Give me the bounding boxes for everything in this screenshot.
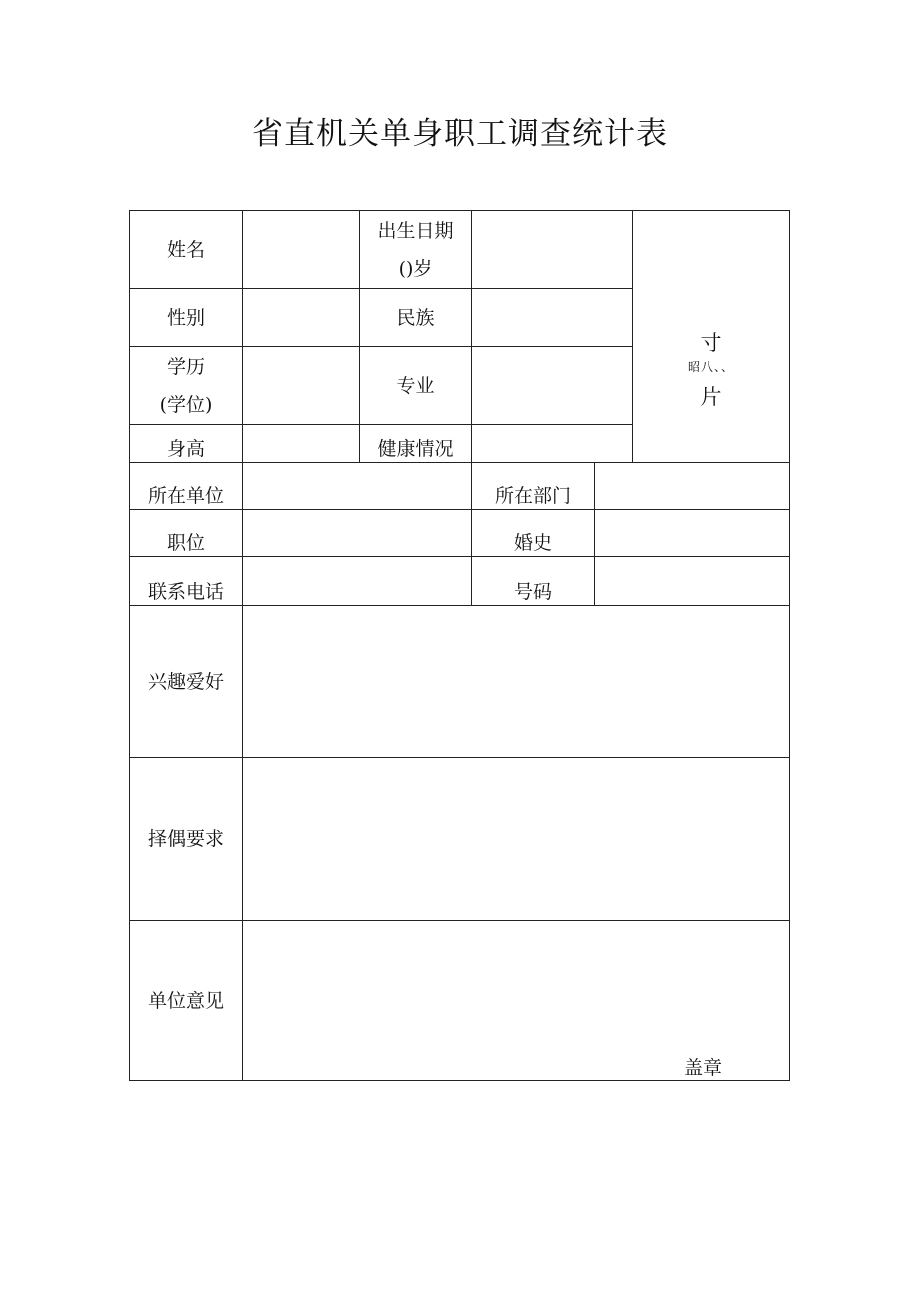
- education-label: [130, 347, 242, 424]
- ethnicity-field[interactable]: [472, 289, 632, 346]
- partner-requirements-field[interactable]: [243, 758, 789, 920]
- hobbies-label: 兴趣爱好: [147, 670, 224, 693]
- hobbies-field[interactable]: [243, 606, 789, 757]
- employer-label: 所在单位: [147, 485, 224, 507]
- photo-label-bottom: 片: [700, 385, 722, 409]
- height-label: 身高: [166, 438, 205, 460]
- page-title: 省直机关单身职工调查统计表: [252, 116, 668, 152]
- unit-opinion-label: 单位意见: [147, 989, 224, 1012]
- number-label: 号码: [513, 581, 552, 603]
- ethnicity-label: 民族: [396, 306, 435, 329]
- age-text: ()岁: [398, 257, 433, 280]
- major-field[interactable]: [472, 347, 632, 424]
- contact-phone-field[interactable]: [243, 557, 471, 605]
- education-field[interactable]: [243, 347, 359, 424]
- education-text: 学历: [166, 355, 205, 378]
- degree-text: (学位): [159, 393, 213, 416]
- name-label: 姓名: [166, 238, 205, 261]
- major-label: 专业: [396, 374, 435, 397]
- birth-date-field[interactable]: [472, 211, 632, 288]
- partner-requirements-label: 择偶要求: [147, 828, 224, 850]
- marital-history-field[interactable]: [595, 510, 789, 556]
- employer-field[interactable]: [243, 463, 471, 509]
- gender-label: 性别: [166, 306, 205, 329]
- contact-phone-label: 联系电话: [147, 581, 224, 603]
- number-field[interactable]: [595, 557, 789, 605]
- birth-date-text: 出生日期: [377, 219, 454, 242]
- gender-field[interactable]: [243, 289, 359, 346]
- table-border-right: [789, 210, 790, 1081]
- marital-history-label: 婚史: [513, 532, 552, 554]
- photo-label-middle: 昭八、、: [687, 360, 734, 374]
- photo-placeholder[interactable]: [633, 330, 789, 450]
- health-field[interactable]: [472, 425, 632, 462]
- health-label: 健康情况: [377, 438, 454, 460]
- seal-label: 盖章: [684, 1057, 723, 1079]
- position-label: 职位: [166, 532, 205, 554]
- position-field[interactable]: [243, 510, 471, 556]
- department-label: 所在部门: [494, 485, 571, 507]
- table-border-bottom: [129, 1080, 790, 1081]
- name-field[interactable]: [243, 211, 359, 288]
- photo-label-top: 寸: [700, 331, 722, 355]
- height-field[interactable]: [243, 425, 359, 462]
- department-field[interactable]: [595, 463, 789, 509]
- birth-date-label: [360, 211, 471, 288]
